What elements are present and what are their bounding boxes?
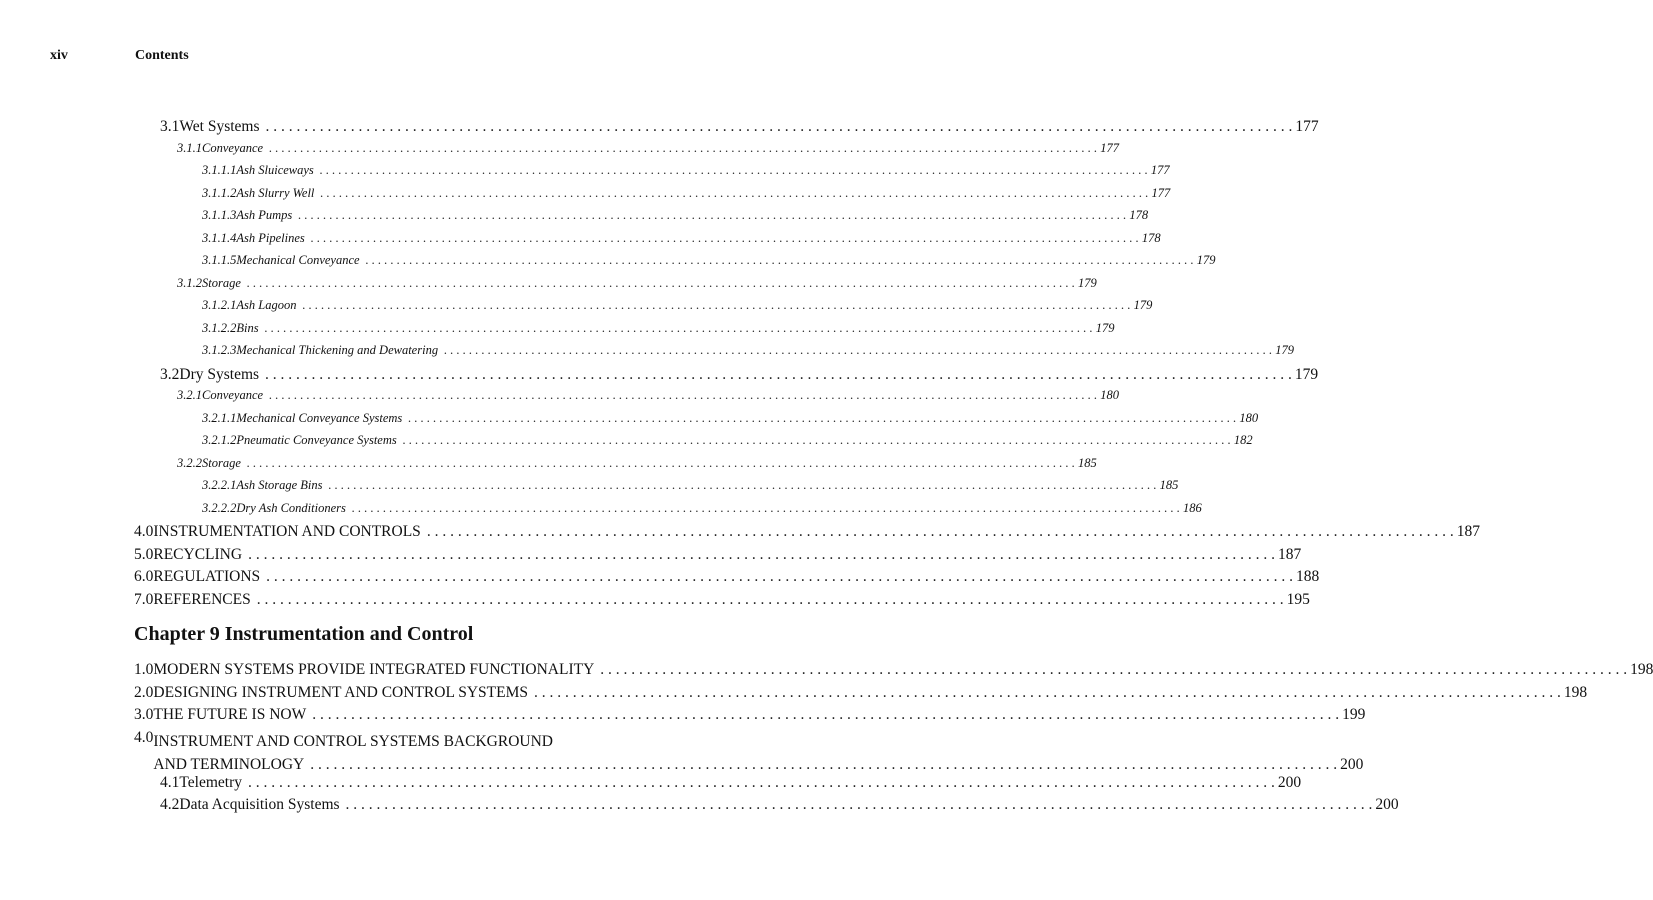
toc-entry-number: 3.2.2.1 xyxy=(202,478,237,492)
dot-leader xyxy=(403,433,1231,448)
dot-leader xyxy=(320,186,1148,201)
dot-leader xyxy=(257,591,1284,609)
toc-entry-page: 187 xyxy=(1277,545,1302,563)
toc-entry[interactable] xyxy=(0,773,1302,797)
dot-leader xyxy=(320,163,1148,178)
toc-entry[interactable] xyxy=(0,706,1366,729)
toc-entry[interactable] xyxy=(0,661,1653,684)
toc-entry-page: 200 xyxy=(1277,773,1302,791)
dot-leader xyxy=(265,321,1093,336)
toc-entry-title: REGULATIONS xyxy=(153,568,261,585)
toc-entry-title: Data Acquisition Systems xyxy=(179,796,340,813)
toc-entry-number: 6.0 xyxy=(134,568,154,585)
toc-entry-number: 4.1 xyxy=(160,773,180,791)
toc-entry-number: 3.2.2 xyxy=(177,455,202,470)
toc-entry[interactable] xyxy=(0,433,1253,456)
running-head-title: Contents xyxy=(135,48,189,63)
toc-entry-number: 3.2 xyxy=(160,365,180,383)
toc-entry-number: 3.2.1.2 xyxy=(202,433,237,447)
toc-entry-title: Conveyance xyxy=(202,388,264,402)
toc-part3 xyxy=(0,773,1399,819)
toc-entry[interactable] xyxy=(0,118,1319,141)
toc-entry[interactable] xyxy=(0,523,1480,546)
toc-entry-title: Mechanical Conveyance Systems xyxy=(236,410,403,425)
toc-entry[interactable] xyxy=(0,545,1302,569)
toc-entry-page: 177 xyxy=(1150,163,1170,177)
toc-entry-number: 1.0 xyxy=(134,661,154,678)
toc-entry-number: 3.1.1.2 xyxy=(202,185,237,200)
toc-entry-title: Bins xyxy=(236,320,259,335)
dot-leader xyxy=(298,208,1126,223)
toc-entry[interactable] xyxy=(0,683,1588,707)
dot-leader xyxy=(248,774,1275,792)
dot-leader xyxy=(266,118,1293,136)
toc-entry-number: 3.1.1 xyxy=(177,140,202,155)
toc-entry[interactable] xyxy=(0,568,1320,591)
chapter-heading: Chapter 9 Instrumentation and Control xyxy=(134,623,474,645)
toc-entry-page: 199 xyxy=(1342,706,1366,723)
toc-entry-page: 187 xyxy=(1456,523,1480,540)
toc-entry-page: 182 xyxy=(1233,433,1253,447)
toc-part2 xyxy=(0,661,1653,729)
toc-entry-page: 185 xyxy=(1078,455,1097,470)
dot-leader xyxy=(248,546,1275,564)
toc-entry[interactable] xyxy=(0,298,1153,321)
toc-entry-page: 200 xyxy=(1375,796,1399,813)
toc-entry-title: INSTRUMENTATION AND CONTROLS xyxy=(153,523,421,540)
dot-leader xyxy=(265,366,1292,384)
toc-entry-page: 179 xyxy=(1133,298,1153,312)
dot-leader xyxy=(247,456,1075,471)
dot-leader xyxy=(366,253,1194,268)
toc-entry-page: 177 xyxy=(1100,140,1119,155)
toc-entry-page: 179 xyxy=(1294,365,1319,383)
toc-entry-number: 3.1 xyxy=(160,118,180,135)
toc-entry-title: Ash Slurry Well xyxy=(236,185,315,200)
toc-entry-number: 3.1.2.3 xyxy=(202,343,237,357)
toc-entry-page: 180 xyxy=(1100,388,1119,402)
toc-entry-number: 3.1.1.3 xyxy=(202,208,237,222)
toc-entry-title-line1: INSTRUMENT AND CONTROL SYSTEMS BACKGROUND xyxy=(153,733,553,750)
toc-entry[interactable] xyxy=(0,208,1149,231)
toc-entry-number: 4.2 xyxy=(160,796,180,813)
toc-entry-number: 3.1.2 xyxy=(177,275,202,290)
toc-entry-title: RECYCLING xyxy=(153,545,243,563)
toc-entry-number: 3.2.1.1 xyxy=(202,410,237,425)
toc-entry-number: 2.0 xyxy=(134,683,154,701)
table-of-contents xyxy=(0,118,1653,819)
toc-entry-page: 186 xyxy=(1183,500,1202,515)
dot-leader xyxy=(346,796,1373,814)
toc-entry[interactable] xyxy=(0,728,1364,774)
toc-entry-page: 179 xyxy=(1078,275,1097,290)
dot-leader xyxy=(311,231,1139,246)
dot-leader xyxy=(600,661,1627,679)
toc-entry-number: 3.2.2.2 xyxy=(202,500,237,515)
running-head xyxy=(0,48,707,68)
dot-leader xyxy=(427,523,1454,541)
toc-entry-title: Mechanical Thickening and Dewatering xyxy=(236,343,439,357)
toc-entry-page: 195 xyxy=(1286,590,1310,608)
dot-leader xyxy=(302,298,1130,313)
dot-leader xyxy=(269,388,1097,403)
toc-entry[interactable] xyxy=(0,365,1319,389)
toc-entry-number: 3.1.2.2 xyxy=(202,320,237,335)
toc-entry[interactable] xyxy=(0,275,1097,299)
dot-leader xyxy=(269,141,1097,156)
toc-entry-title: Storage xyxy=(202,455,241,470)
toc-entry-number: 3.0 xyxy=(134,706,154,723)
toc-entry-page: 179 xyxy=(1275,343,1294,357)
toc-entry-number: 7.0 xyxy=(134,590,154,608)
toc-entry[interactable] xyxy=(0,796,1399,819)
toc-entry-title: Telemetry xyxy=(179,773,242,791)
page-number: xiv xyxy=(50,48,68,63)
toc-part1 xyxy=(0,118,1480,613)
toc-entry-page: 178 xyxy=(1129,208,1149,222)
toc-entry-title: Ash Pipelines xyxy=(236,230,305,245)
toc-entry[interactable] xyxy=(0,343,1294,366)
toc-entry-number: 3.1.2.1 xyxy=(202,298,237,312)
dot-leader xyxy=(352,501,1180,516)
toc-entry-title: MODERN SYSTEMS PROVIDE INTEGRATED FUNCTIONALITY xyxy=(153,661,595,678)
toc-entry[interactable] xyxy=(0,320,1115,344)
toc-entry[interactable] xyxy=(0,590,1310,614)
toc-entry[interactable] xyxy=(0,230,1161,254)
toc-entry-title: Pneumatic Conveyance Systems xyxy=(236,433,397,447)
toc-entry-page: 178 xyxy=(1141,230,1161,245)
toc-entry-number: 3.2.1 xyxy=(177,388,202,402)
toc-entry-title: THE FUTURE IS NOW xyxy=(153,706,307,723)
toc-entry[interactable] xyxy=(0,140,1119,164)
dot-leader xyxy=(266,568,1293,586)
dot-leader xyxy=(247,276,1075,291)
toc-entry[interactable] xyxy=(0,410,1259,434)
toc-entry-page: 179 xyxy=(1095,320,1115,335)
toc-entry-page: 198 xyxy=(1563,683,1588,701)
toc-entry-page: 198 xyxy=(1630,661,1653,678)
toc-entry-page: 188 xyxy=(1296,568,1320,585)
toc-entry-title: Dry Ash Conditioners xyxy=(236,500,346,515)
toc-entry-number: 3.1.1.1 xyxy=(202,163,237,177)
toc-entry-number: 4.0 xyxy=(134,523,154,540)
toc-entry-title: Ash Storage Bins xyxy=(236,478,323,492)
toc-entry-page: 177 xyxy=(1295,118,1319,135)
toc-entry-title-line2: AND TERMINOLOGY xyxy=(153,755,305,773)
dot-leader xyxy=(534,684,1561,702)
toc-entry-title: Ash Sluiceways xyxy=(236,163,314,177)
toc-entry-page: 177 xyxy=(1151,185,1171,200)
dot-leader xyxy=(312,706,1339,724)
toc-entry-number: 3.1.1.4 xyxy=(202,230,237,245)
toc-entry[interactable] xyxy=(0,163,1170,186)
toc-entry-number: 4.0 xyxy=(134,728,154,746)
toc-entry-title: Storage xyxy=(202,275,241,290)
toc-entry-page: 200 xyxy=(1340,755,1364,773)
toc-entry-number: 5.0 xyxy=(134,545,154,563)
toc-entry-title: Conveyance xyxy=(202,140,264,155)
toc-entry-number: 3.1.1.5 xyxy=(202,253,237,267)
toc-entry-page: 179 xyxy=(1196,253,1216,267)
toc-entry-title: Ash Lagoon xyxy=(236,298,297,312)
toc-entry-title: Ash Pumps xyxy=(236,208,293,222)
toc-entry-page: 180 xyxy=(1239,410,1259,425)
toc-entry[interactable] xyxy=(0,500,1202,524)
toc-entry-page: 185 xyxy=(1159,478,1179,492)
dot-leader xyxy=(408,411,1236,426)
dot-leader xyxy=(328,478,1156,493)
toc-entry[interactable] xyxy=(0,478,1179,501)
toc-entry-title: DESIGNING INSTRUMENT AND CONTROL SYSTEMS xyxy=(153,683,528,701)
toc-entry[interactable] xyxy=(0,455,1097,479)
toc-entry-title: REFERENCES xyxy=(153,590,251,608)
toc-entry[interactable] xyxy=(0,388,1119,411)
toc-entry-title: Wet Systems xyxy=(179,118,260,135)
toc-entry[interactable] xyxy=(0,185,1171,209)
toc-entry[interactable] xyxy=(0,253,1216,276)
toc-entry-title: Mechanical Conveyance xyxy=(236,253,360,267)
dot-leader xyxy=(444,343,1272,358)
dot-leader xyxy=(310,756,1337,774)
toc-entry-title: Dry Systems xyxy=(179,365,260,383)
